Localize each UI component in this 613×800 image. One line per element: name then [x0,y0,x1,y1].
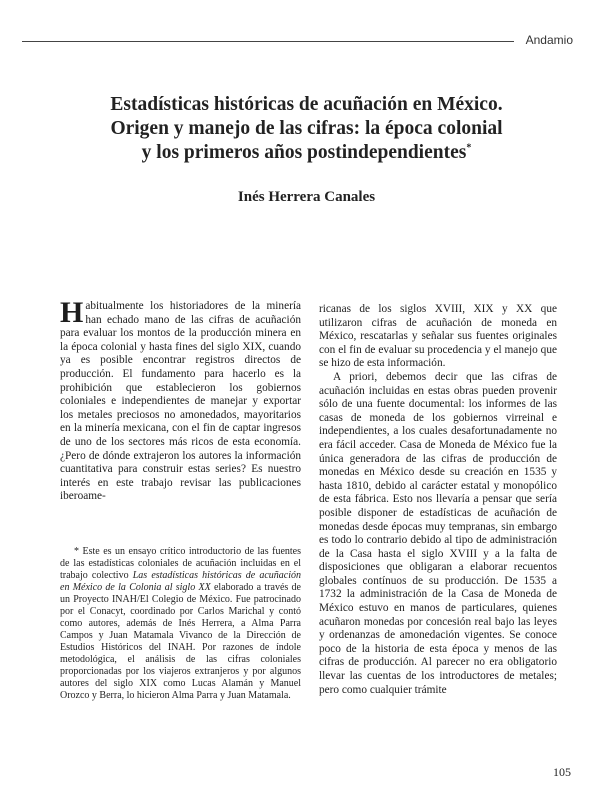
title-line-1: Estadísticas históricas de acuñación en México. [110,94,503,115]
body-paragraph-right-1: ricanas de los siglos XVIII, XIX y XX que utilizaron cifras de acuñación de moneda en México, rescatarlas y señalar sus fuentes originales con el fin de evaluar su procedencia y el manejo que se hizo de esta información. [319,303,557,370]
footnote-text-1: Este es un ensayo crítico introductorio de las fuentes de las estadísticas coloniales de acuñación incluidas en el trabajo colectivo [60,546,301,581]
article-title [40,93,573,165]
title-line-2: Origen y manejo de las cifras: la época colonial [110,118,503,139]
header-rule [22,41,514,42]
footnote-italic-title: Las estadísticas históricas de acuñación en México de la Colonia al siglo XX [60,570,301,593]
body-paragraph-left [60,296,301,504]
body-text-left: abitualmente los historiadores de la minería han echado mano de las cifras de acuñación para evaluar los montos de la producción minera en la época colonial y hasta fines del siglo XIX, cuando ya es posible encontrar registros directos de producción. El fundamento para hacerlo es la prohibición que establecieron los gobiernos coloniales e independientes de manejar y exportar los metales preciosos no amonedados, mayoritarios en la minería mexicana, con el fin de captar ingresos de uno de los sectores más ricos de esta economía. ¿Pero de dónde extrajeron los autores la información cuantitativa para construir estas series? Es nuestro interés en este trabajo revisar las publicaciones iberoame- [60,300,301,503]
title-line-3-text: y los primeros años postindependientes [141,142,467,163]
title-line-3 [40,141,573,165]
footnote-mark: * [74,546,79,557]
body-column-left [60,296,301,504]
running-head: Andamio [520,33,573,47]
author-name: Inés Herrera Canales [237,189,376,205]
body-paragraph-right-2: A priori, debemos decir que las cifras de acuñación incluidas en estas obras pueden provenir sólo de una fuente documental: los informes de las casas de moneda de los gobiernos virreinal e independientes, a los cuales desafortunadamente no era fácil acceder. Casa de Moneda de México fue la única generadora de las cifras de producción de monedas en México desde su creación en 1535 y hasta 1810, debido al carácter estatal y monopólico de esta fábrica. Esto nos llevaría a pensar que sería posible disponer de estadísticas de acuñación de monedas desde épocas muy tempranas, sin embargo es todo lo contrario debido al tipo de administración de la Casa hasta el siglo XVIII y a la falta de disposiciones que obligaran a elaborar recuentos globales contínuos de su producción. De 1535 a 1732 la administración de la Casa de Moneda de México estuvo en manos de particulares, quienes acuñaron monedas por concesión real bajo las leyes y ordenanzas de amonedación vigentes. Se conoce poco de la historia de esta época y menos de las cifras de producción. Al parecer no era obligatorio llevar las cuentas de los introductores de metales; pero como cualquier trámite [319,370,557,696]
footnote-text-2: elaborado a través de un Proyecto INAH/El Colegio de México. Fue patrocinado por el Conacyt, coordinado por Carlos Marichal y contó como autores, además de Inés Herrera, a Alma Parra Campos y Juan Matamala Vivanco de la Dirección de Estudios Históricos del INAH. Por razones de índole metodológica, el análisis de las cifras coloniales proporcionadas por los viajeros extranjeros y por algunos autores del siglo XIX como Lucas Alamán y Manuel Orozco y Berra, lo hicieron Alma Parra y Juan Matamala. [60,582,301,701]
footnote [60,546,301,702]
page-number: 105 [553,765,571,779]
body-column-right [319,303,557,697]
drop-cap: H [60,296,84,329]
title-footnote-mark: * [466,142,472,154]
